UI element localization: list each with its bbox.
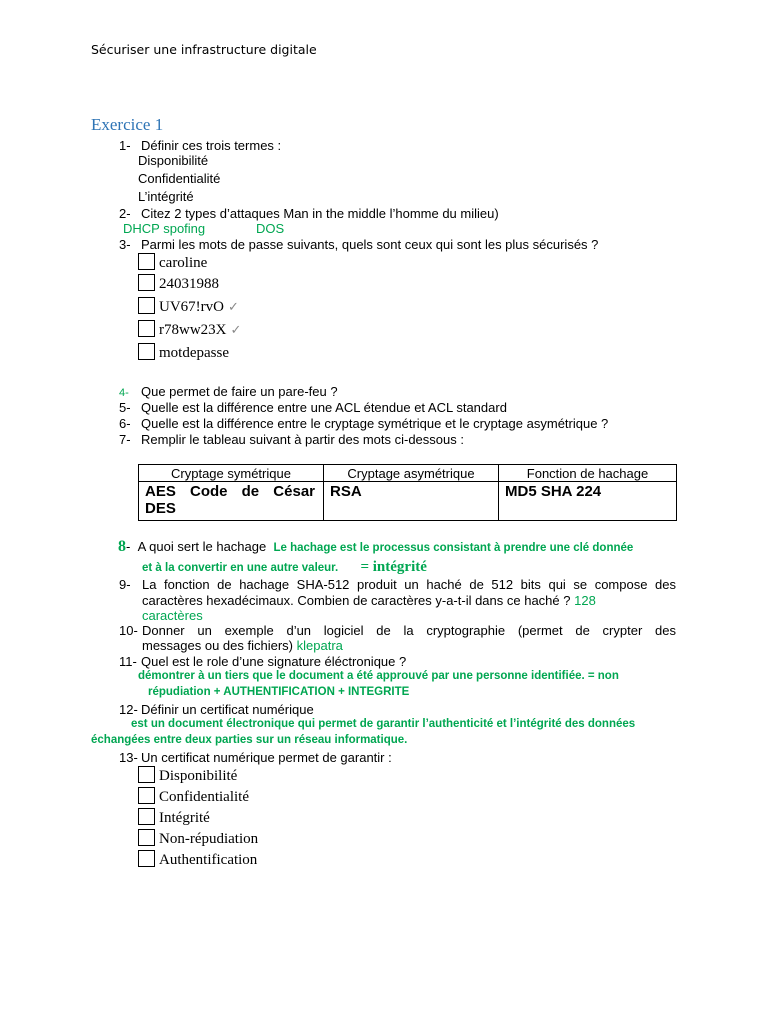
term-2: Confidentialité bbox=[138, 171, 221, 186]
q12-answer-line2: échangées entre deux parties sur un réseau informatique. bbox=[91, 734, 408, 746]
question-10: 10- bbox=[119, 623, 138, 638]
password-option[interactable]: r78ww23X ✓ bbox=[138, 320, 241, 339]
table-cell: MD5 SHA 224 bbox=[499, 482, 677, 521]
q12-answer-line1: est un document électronique qui permet de garantir l’authenticité et l’intégrité des données bbox=[131, 718, 636, 730]
q9-line2: caractères hexadécimaux. Combien de caractères y-a-t-il dans ce haché ? 128 bbox=[142, 593, 596, 608]
table-header: Cryptage symétrique bbox=[139, 465, 324, 482]
q11-answer-line2: répudiation + AUTHENTIFICATION + INTEGRITE bbox=[148, 686, 410, 698]
checkbox[interactable] bbox=[138, 787, 155, 804]
guarantee-option[interactable]: Intégrité bbox=[138, 808, 210, 827]
question-4: 4- Que permet de faire un pare-feu ? bbox=[119, 384, 338, 399]
check-mark-icon: ✓ bbox=[228, 299, 239, 314]
password-option[interactable]: caroline bbox=[138, 253, 207, 272]
question-11: 11- Quel est le role d’une signature éléctronique ? bbox=[119, 654, 407, 669]
guarantee-option[interactable]: Confidentialité bbox=[138, 787, 249, 806]
q2-answer-2: DOS bbox=[256, 221, 285, 236]
table-header: Cryptage asymétrique bbox=[324, 465, 499, 482]
q10-line2: messages ou des fichiers) klepatra bbox=[142, 638, 343, 653]
exercise-title: Exercice 1 bbox=[91, 115, 164, 134]
checkbox[interactable] bbox=[138, 343, 155, 360]
q11-answer-line1: démontrer à un tiers que le document a été approuvé par une personne identifiée. = non bbox=[138, 670, 619, 682]
q9-line1: La fonction de hachage SHA-512 produit un haché de 512 bits qui se compose des bbox=[142, 577, 676, 592]
table-cell: RSA bbox=[324, 482, 499, 521]
checkbox[interactable] bbox=[138, 274, 155, 291]
crypto-table bbox=[138, 464, 677, 521]
question-13: 13- Un certificat numérique permet de garantir : bbox=[119, 750, 392, 765]
q2-answer-1: DHCP spofing bbox=[123, 221, 206, 236]
checkbox[interactable] bbox=[138, 829, 155, 846]
password-option[interactable]: UV67!rvO ✓ bbox=[138, 297, 239, 316]
term-3: L’intégrité bbox=[138, 189, 194, 204]
checkbox[interactable] bbox=[138, 320, 155, 337]
q8-answer-line2: et à la convertir en une autre valeur. = intégrité bbox=[142, 559, 427, 575]
guarantee-option[interactable]: Disponibilité bbox=[138, 766, 237, 785]
q10-line1: Donner un exemple d’un logiciel de la cryptographie (permet de crypter des bbox=[142, 623, 676, 638]
guarantee-option[interactable]: Non-répudiation bbox=[138, 829, 258, 848]
question-2: 2- Citez 2 types d’attaques Man in the middle l’homme du milieu) bbox=[119, 206, 499, 221]
checkbox[interactable] bbox=[138, 297, 155, 314]
table-header: Fonction de hachage bbox=[499, 465, 677, 482]
checkbox[interactable] bbox=[138, 808, 155, 825]
q9-answer: caractères bbox=[142, 608, 203, 623]
table-cell: AES Code de César DES bbox=[139, 482, 324, 521]
checkbox[interactable] bbox=[138, 253, 155, 270]
page-header: Sécuriser une infrastructure digitale bbox=[91, 42, 317, 57]
check-mark-icon: ✓ bbox=[230, 322, 242, 337]
question-3: 3- Parmi les mots de passe suivants, quels sont ceux qui sont les plus sécurisés ? bbox=[119, 237, 599, 252]
term-1: Disponibilité bbox=[138, 153, 209, 168]
guarantee-option[interactable]: Authentification bbox=[138, 850, 257, 869]
checkbox[interactable] bbox=[138, 850, 155, 867]
checkbox[interactable] bbox=[138, 766, 155, 783]
password-option[interactable]: 24031988 bbox=[138, 274, 219, 293]
question-5: 5- Quelle est la différence entre une ACL étendue et ACL standard bbox=[119, 400, 507, 415]
question-1: 1- Définir ces trois termes : bbox=[119, 138, 282, 153]
question-6: 6- Quelle est la différence entre le cryptage symétrique et le cryptage asymétrique ? bbox=[119, 416, 609, 431]
question-12: 12- Définir un certificat numérique bbox=[119, 702, 314, 717]
question-7: 7- Remplir le tableau suivant à partir des mots ci-dessous : bbox=[119, 432, 464, 447]
password-option[interactable]: motdepasse bbox=[138, 343, 229, 362]
question-9: 9- bbox=[119, 577, 131, 592]
question-8: 8- A quoi sert le hachage Le hachage est le processus consistant à prendre une clé donnée bbox=[118, 538, 634, 555]
